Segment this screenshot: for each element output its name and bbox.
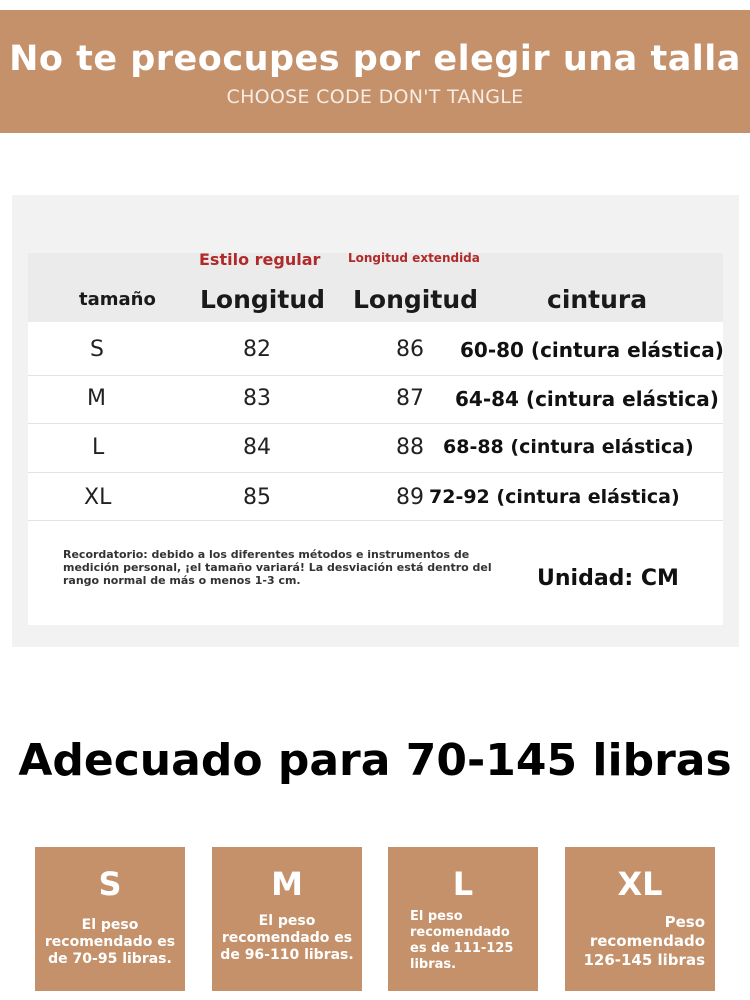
cell-size: S	[90, 337, 104, 362]
size-card-l	[388, 847, 538, 991]
header-banner	[0, 10, 750, 133]
row-divider	[28, 520, 723, 521]
row-divider	[28, 423, 723, 424]
cell-size: M	[87, 386, 106, 411]
cell-size: XL	[84, 485, 112, 510]
size-card-letter: L	[452, 865, 474, 903]
row-divider	[28, 472, 723, 473]
cell-waist: 68-88 (cintura elástica)	[443, 436, 694, 458]
size-card-letter: M	[271, 865, 303, 903]
suitable-weight-heading: Adecuado para 70-145 libras	[18, 735, 732, 786]
size-card-xl	[565, 847, 715, 991]
size-card-text: Peso recomendado 126-145 libras	[583, 913, 705, 969]
header-length-regular: Longitud	[200, 285, 326, 314]
cell-length-extended: 89	[396, 485, 424, 510]
note-regular-style: Estilo regular	[199, 250, 321, 269]
size-card-m	[212, 847, 362, 991]
cell-waist: 72-92 (cintura elástica)	[429, 486, 680, 508]
cell-length-regular: 83	[243, 386, 271, 411]
cell-length-extended: 86	[396, 337, 424, 362]
header-waist: cintura	[547, 285, 648, 314]
measurement-reminder: Recordatorio: debido a los diferentes métodos e instrumentos de medición personal, ¡el tamaño variará! La desviación está dentro del rango normal de más o menos 1-3 cm.	[63, 548, 492, 587]
cell-waist: 64-84 (cintura elástica)	[455, 387, 719, 411]
unit-label: Unidad: CM	[537, 566, 679, 591]
size-card-text: El peso recomendado es de 96-110 libras.	[220, 913, 354, 963]
cell-length-regular: 84	[243, 435, 271, 460]
banner-title: No te preocupes por elegir una talla	[9, 39, 741, 79]
banner-subtitle: CHOOSE CODE DON'T TANGLE	[226, 86, 524, 108]
cell-length-extended: 88	[396, 435, 424, 460]
size-card-text: El peso recomendado es de 111-125 libras.	[410, 909, 514, 972]
header-length-extended: Longitud	[353, 285, 479, 314]
size-card-letter: S	[98, 865, 122, 903]
cell-length-extended: 87	[396, 386, 424, 411]
size-card-letter: XL	[617, 865, 663, 903]
size-card-s	[35, 847, 185, 991]
cell-length-regular: 82	[243, 337, 271, 362]
cell-waist: 60-80 (cintura elástica)	[460, 338, 724, 362]
note-extended-length: Longitud extendida	[348, 251, 480, 265]
cell-size: L	[92, 435, 105, 460]
header-size: tamaño	[79, 289, 156, 310]
size-card-text: El peso recomendado es de 70-95 libras.	[44, 917, 176, 967]
cell-length-regular: 85	[243, 485, 271, 510]
row-divider	[28, 375, 723, 376]
